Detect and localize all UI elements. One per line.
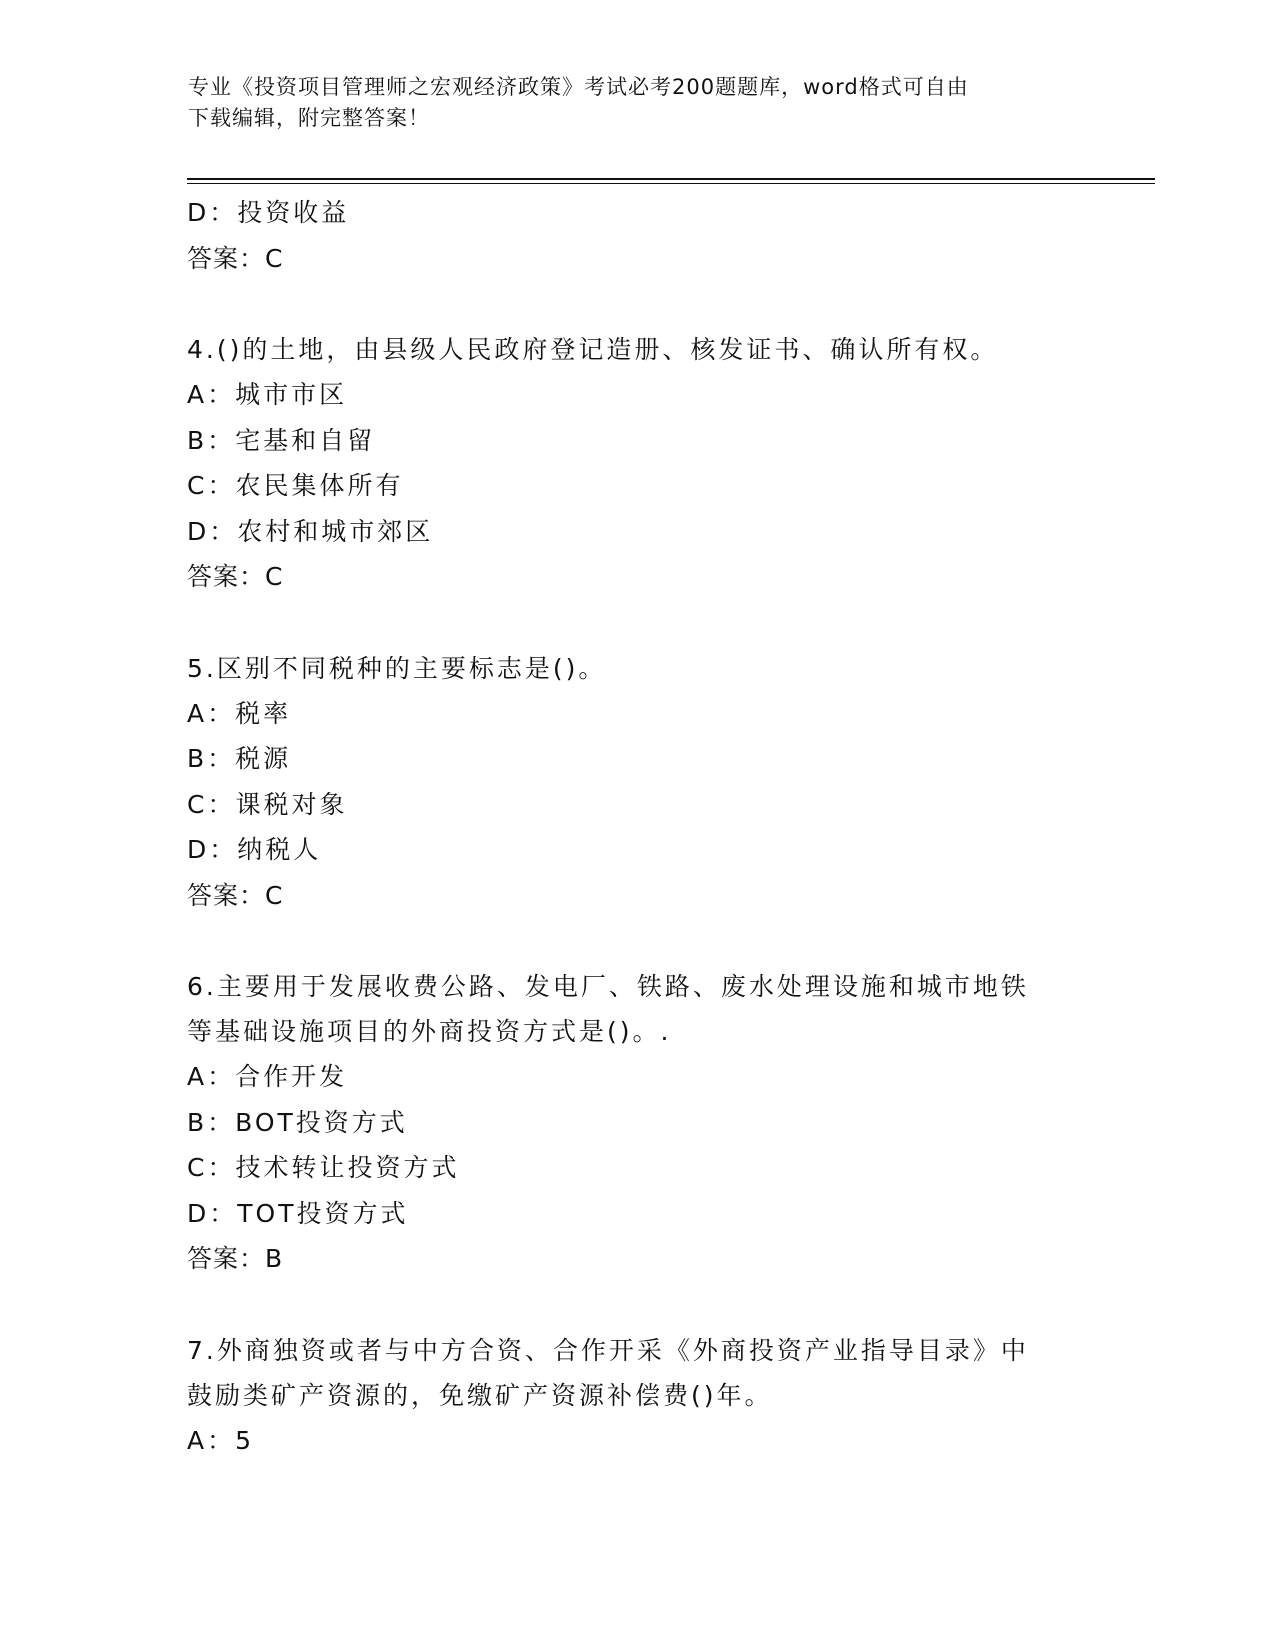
option-d: D：纳税人 (187, 835, 322, 864)
option-a: A：城市市区 (187, 380, 348, 409)
option-d: D：投资收益 (187, 198, 350, 227)
option-b: B：宅基和自留 (187, 425, 376, 455)
answer-line: 答案：C (187, 880, 284, 910)
option-d: D：农村和城市郊区 (187, 516, 434, 546)
header-divider-thin (187, 183, 1155, 184)
header-line-1: 专业《投资项目管理师之宏观经济政策》考试必考200题题库，word格式可自由 (188, 75, 969, 99)
answer-line: 答案：C (187, 243, 284, 273)
option-d: D：TOT投资方式 (187, 1198, 409, 1228)
header-line-2: 下载编辑，附完整答案！ (188, 106, 430, 130)
option-c: C：课税对象 (187, 789, 348, 819)
option-c: C：技术转让投资方式 (187, 1153, 460, 1182)
question-text: 4.()的土地，由县级人民政府登记造册、核发证书、确认所有权。 (187, 335, 999, 364)
previous-question-tail (187, 190, 1087, 281)
option-a: A：税率 (187, 698, 292, 728)
question-text-line-2: 等基础设施项目的外商投资方式是()。. (187, 1017, 672, 1046)
question-6 (187, 964, 1087, 1282)
question-4 (187, 327, 1087, 600)
question-text-line-2: 鼓励类矿产资源的，免缴矿产资源补偿费()年。 (187, 1380, 773, 1410)
option-b: B：BOT投资方式 (187, 1107, 408, 1137)
document-header (188, 72, 1068, 134)
option-c: C：农民集体所有 (187, 471, 404, 500)
question-list (187, 190, 1087, 1463)
option-b: B：税源 (187, 744, 292, 773)
question-5 (187, 646, 1087, 919)
option-a: A：5 (187, 1425, 255, 1455)
answer-line: 答案：B (187, 1244, 284, 1273)
question-text-line-1: 6.主要用于发展收费公路、发电厂、铁路、废水处理设施和城市地铁 (187, 972, 1029, 1001)
option-a: A：合作开发 (187, 1062, 348, 1091)
header-divider-thick (187, 178, 1155, 180)
answer-line: 答案：C (187, 562, 284, 591)
question-7 (187, 1328, 1087, 1464)
question-text: 5.区别不同税种的主要标志是()。 (187, 653, 607, 683)
question-text-line-1: 7.外商独资或者与中方合资、合作开采《外商投资产业指导目录》中 (187, 1335, 1029, 1365)
